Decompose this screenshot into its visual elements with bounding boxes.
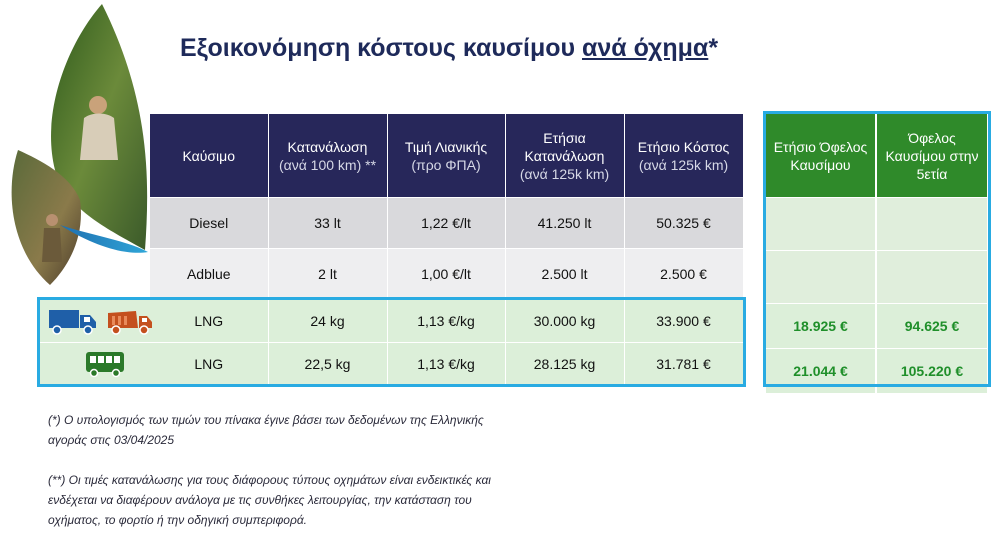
page-title [180,34,718,63]
header-consumption: Κατανάλωση (ανά 100 km) ** [268,114,387,198]
table-row [150,198,743,249]
cell-annual-consumption: 30.000 kg [505,300,624,343]
cell-consumption: 2 lt [268,249,387,300]
cell-price: 1,13 €/kg [387,300,505,343]
cell-annual-cost: 50.325 € [624,198,743,249]
header-annual-benefit: Ετήσιο Όφελος Καυσίμου [766,114,876,198]
header-annual-consumption: Ετήσια Κατανάλωση (ανά 125k km) [505,114,624,198]
cell-fuel: LNG [150,300,268,343]
footnote-consumption: (**) Οι τιμές κατανάλωσης για τους διάφορους τύπους οχημάτων είναι ενδεικτικές και ενδέχεται να διαφέρουν ανάλογα με τις συνθήκες λειτουργίας, την κατάσταση του οχήματος, το φορτίο ή την οδηγική συμπεριφορά. [48,473,491,527]
cell-fuel: LNG [150,343,268,386]
cell-price: 1,00 €/lt [387,249,505,300]
title-main: Εξοικονόμηση κόστους καυσίμου [180,34,583,62]
cell-annual-consumption: 2.500 lt [505,249,624,300]
cell-consumption: 33 lt [268,198,387,249]
cell-annual-cost: 33.900 € [624,300,743,343]
cell-fuel: Adblue [150,249,268,300]
cell-price: 1,13 €/kg [387,343,505,386]
cell-five-year-benefit: 105.220 € [876,349,988,394]
header-retail-price: Τιμή Λιανικής (προ ΦΠΑ) [387,114,505,198]
leaf-photo-decoration [0,0,160,300]
benefit-highlight-frame [763,111,991,387]
cell-annual-benefit: 21.044 € [766,349,876,394]
header-fuel: Καύσιμο [150,114,268,198]
cell-fuel: Diesel [150,198,268,249]
lng-highlight-frame [37,297,746,387]
title-suffix: * [708,34,719,62]
cell-annual-benefit: 18.925 € [766,304,876,349]
footnote-pricing: (*) Ο υπολογισμός των τιμών του πίνακα έγινε βάσει των δεδομένων της Ελληνικής αγοράς στις 03/04/2025 [48,413,484,447]
cell-annual-consumption: 41.250 lt [505,198,624,249]
cell-annual-cost: 2.500 € [624,249,743,300]
title-underlined: ανά όχημα [582,34,709,62]
header-annual-cost: Ετήσιο Κόστος (ανά 125k km) [624,114,743,198]
cell-five-year-benefit: 94.625 € [876,304,988,349]
header-five-year-benefit: Όφελος Καυσίμου στην 5ετία [876,114,988,198]
cell-price: 1,22 €/lt [387,198,505,249]
cell-consumption: 24 kg [268,300,387,343]
cell-consumption: 22,5 kg [268,343,387,386]
table-row [150,249,743,300]
cell-annual-consumption: 28.125 kg [505,343,624,386]
cell-annual-cost: 31.781 € [624,343,743,386]
